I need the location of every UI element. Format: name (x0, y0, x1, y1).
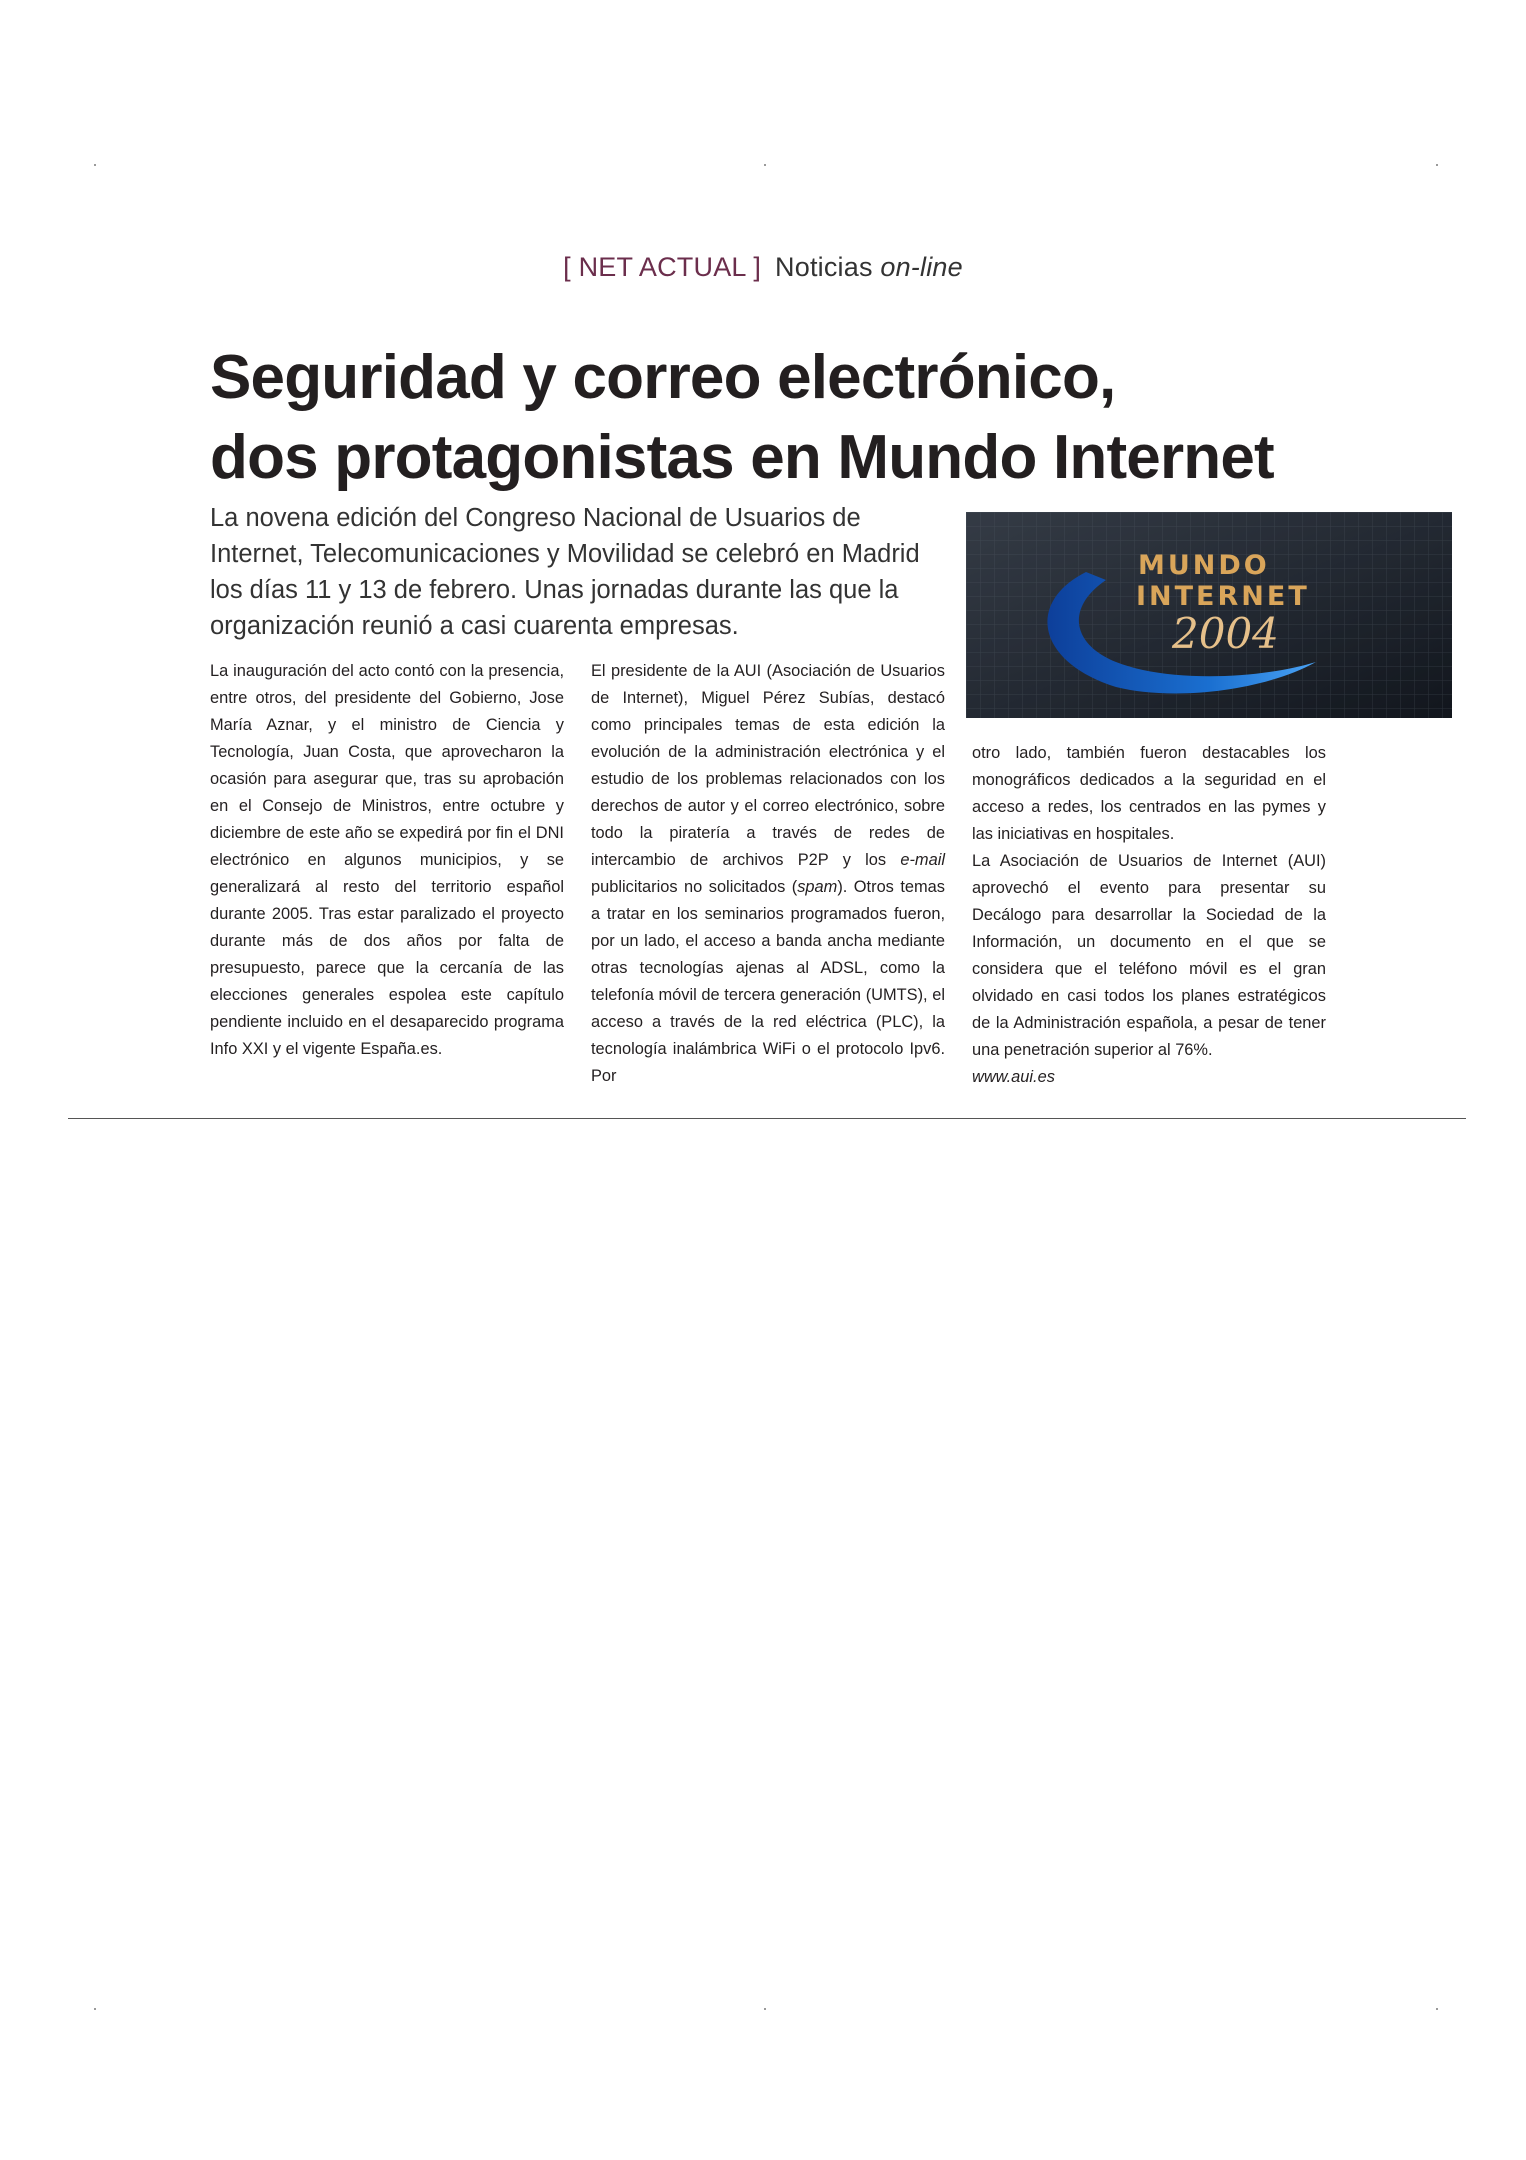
section-category-italic: on-line (880, 252, 963, 282)
lead-line-2: Internet, Telecomunicaciones y Movilidad se celebró en Madrid (210, 540, 920, 568)
crop-mark (94, 164, 96, 166)
article-column-1 (210, 658, 564, 1063)
logo-word-2: INTERNET (1136, 581, 1310, 612)
column-3-paragraph-2: La Asociación de Usuarios de Internet (AUI) aprovechó el evento para presentar su Decálogo para desarrollar la Sociedad de la Información, un documento en el que se considera que el teléfono móvil es el gran olvidado en casi todos los planes estratégicos de la Administración española, a pesar de tener una penetración superior al 76%. (972, 852, 1326, 1059)
section-category: Noticias (775, 252, 873, 282)
column-3-paragraph-1: otro lado, también fueron destacables los monográficos dedicados a la seguridad en el acceso a redes, los centrados en las pymes y las iniciativas en hospitales. (972, 744, 1326, 843)
article-column-3 (972, 740, 1326, 1091)
logo-year: 2004 (1172, 609, 1279, 658)
column-2-text-c: ). Otros temas a tratar en los seminarios programados fueron, por un lado, el acceso a banda ancha mediante otras tecnologías ajenas al ADSL, como la telefonía móvil de tercera generación (UMTS), el acceso a través de la red eléctrica (PLC), la tecnología inalámbrica WiFi o el protocolo Ipv6. Por (591, 878, 945, 1085)
column-2-text-a: El presidente de la AUI (Asociación de Usuarios de Internet), Miguel Pérez Subías, destacó como principales temas de esta edición la evolución de la administración electrónica y el estudio de los problemas relacionados con los derechos de autor y el correo electrónico, sobre todo la piratería a través de redes de intercambio de archivos P2P y los (591, 662, 945, 869)
article-column-2 (591, 658, 945, 1090)
article-headline (210, 338, 1350, 498)
column-2-spam-term: spam (797, 878, 838, 896)
crop-mark (94, 2008, 96, 2010)
crop-mark (1436, 2008, 1438, 2010)
crop-mark (1436, 164, 1438, 166)
column-1-paragraph: La inauguración del acto contó con la presencia, entre otros, del presidente del Gobierno, Jose María Aznar, y el ministro de Ciencia y Tecnología, Juan Costa, que aprovecharon la ocasión para asegurar que, tras su aprobación en el Consejo de Ministros, entre octubre y diciembre de este año se expedirá por fin el DNI electrónico en algunos municipios, y se generalizará al resto del territorio español durante 2005. Tras estar paralizado el proyecto durante más de dos años por falta de presupuesto, parece que la cercanía de las elecciones generales espolea este capítulo pendiente incluido en el desaparecido programa Info XXI y el vigente España.es. (210, 662, 564, 1058)
column-2-paragraph (591, 658, 945, 1090)
lead-line-4: organización reunió a casi cuarenta empresas. (210, 612, 739, 640)
section-name: NET ACTUAL (578, 252, 746, 282)
aui-url: www.aui.es (972, 1068, 1055, 1086)
section-bracket-open: [ (563, 252, 571, 282)
logo-word-1: MUNDO (1138, 550, 1270, 581)
headline-line-1: Seguridad y correo electrónico, (210, 343, 1116, 412)
column-2-text-b: publicitarios no solicitados ( (591, 878, 798, 896)
crop-mark (764, 164, 766, 166)
article-lead (210, 500, 930, 644)
lead-line-1: La novena edición del Congreso Nacional de Usuarios de (210, 504, 861, 532)
bottom-rule-divider (68, 1118, 1466, 1119)
section-bracket-close: ] (753, 252, 762, 282)
headline-line-2: dos protagonistas en Mundo Internet (210, 423, 1274, 492)
lead-line-3: los días 11 y 13 de febrero. Unas jornadas durante las que la (210, 576, 899, 604)
mundo-internet-logo-image (966, 512, 1452, 718)
section-header (0, 252, 1526, 283)
crop-mark (764, 2008, 766, 2010)
column-2-email-term: e-mail (900, 851, 945, 869)
